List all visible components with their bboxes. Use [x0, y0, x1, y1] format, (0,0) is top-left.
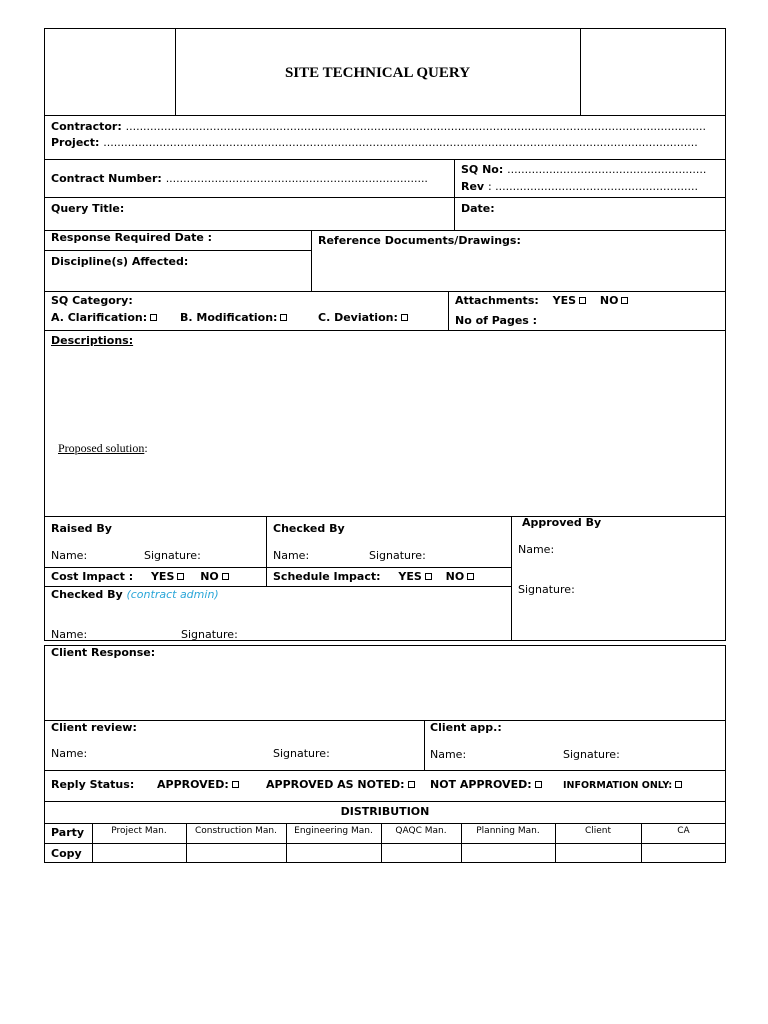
copy-top-line — [44, 843, 726, 844]
contractor-row[interactable]: Contractor: ...................................................................................................................................................................... — [51, 120, 707, 133]
modification-checkbox[interactable] — [280, 314, 287, 321]
clarification-checkbox[interactable] — [150, 314, 157, 321]
category-divider — [448, 291, 449, 331]
party-planning-man: Planning Man. — [476, 826, 540, 836]
date-label[interactable]: Date: — [461, 202, 495, 215]
approved-by-signature[interactable]: Signature: — [518, 583, 575, 596]
query-divider — [454, 197, 455, 231]
reply-information-only-option[interactable]: INFORMATION ONLY: — [563, 779, 682, 792]
query-title-box — [44, 197, 726, 231]
party-client: Client — [584, 826, 612, 836]
response-divider — [311, 230, 312, 292]
reply-not-approved-option[interactable]: NOT APPROVED: — [430, 778, 542, 791]
attachments-no-checkbox[interactable] — [621, 297, 628, 304]
distribution-top-line — [44, 801, 726, 802]
descriptions-box[interactable] — [44, 330, 726, 517]
client-app-signature[interactable]: Signature: — [563, 748, 620, 761]
party-construction-man: Construction Man. — [194, 826, 277, 836]
party-engineering-man: Engineering Man. — [294, 826, 373, 836]
party-ca: CA — [677, 826, 690, 836]
client-review-signature[interactable]: Signature: — [273, 747, 330, 760]
checked-by-contract-admin-label: Checked By (contract admin) — [51, 588, 219, 601]
contract-admin-signature[interactable]: Signature: — [181, 628, 238, 641]
reply-approved-option[interactable]: APPROVED: — [157, 778, 239, 791]
raised-by-name[interactable]: Name: — [51, 549, 88, 562]
cost-impact-row: Cost Impact : YES NO — [51, 570, 229, 583]
deviation-checkbox[interactable] — [401, 314, 408, 321]
page-title: SITE TECHNICAL QUERY — [284, 65, 471, 81]
cost-impact-no-checkbox[interactable] — [222, 573, 229, 580]
reply-approved-as-noted-option[interactable]: APPROVED AS NOTED: — [266, 778, 415, 791]
deviation-option[interactable]: C. Deviation: — [318, 311, 408, 324]
sq-category-label: SQ Category: — [51, 294, 133, 307]
approved-by-label: Approved By — [522, 516, 602, 529]
impact-bottom-line — [44, 586, 511, 587]
contract-admin-name[interactable]: Name: — [51, 628, 88, 641]
reference-docs-label[interactable]: Reference Documents/Drawings: — [318, 234, 521, 247]
distribution-title: DISTRIBUTION — [340, 805, 430, 818]
raised-checked-divider — [266, 516, 267, 587]
modification-option[interactable]: B. Modification: — [180, 311, 287, 324]
sq-no-row[interactable]: SQ No: ......................................................... — [461, 163, 707, 176]
cost-impact-yes-checkbox[interactable] — [177, 573, 184, 580]
attachments-yes-checkbox[interactable] — [579, 297, 586, 304]
reply-status-top-line — [44, 770, 726, 771]
contract-number-row[interactable]: Contract Number: ........................................................................... — [51, 172, 428, 185]
clarification-option[interactable]: A. Clarification: — [51, 311, 157, 324]
attachments-row: Attachments: YES NO — [455, 294, 628, 307]
copy-label: Copy — [51, 847, 82, 860]
raised-by-signature[interactable]: Signature: — [144, 549, 201, 562]
checked-by-label: Checked By — [273, 522, 345, 535]
party-label: Party — [51, 826, 85, 839]
reply-information-only-checkbox[interactable] — [675, 781, 682, 788]
proposed-solution-label: Proposed solution: — [58, 441, 148, 455]
approved-by-name[interactable]: Name: — [518, 543, 555, 556]
reply-status-label: Reply Status: — [51, 778, 135, 791]
schedule-impact-row: Schedule Impact: YES NO — [273, 570, 474, 583]
disciplines-label[interactable]: Discipline(s) Affected: — [51, 255, 189, 268]
client-review-top-line — [44, 720, 726, 721]
rev-row[interactable]: Rev : .......................................................... — [461, 180, 698, 193]
contract-divider — [454, 159, 455, 198]
reply-approved-checkbox[interactable] — [232, 781, 239, 788]
raised-by-label: Raised By — [51, 522, 112, 535]
reply-not-approved-checkbox[interactable] — [535, 781, 542, 788]
impact-top-line — [44, 567, 511, 568]
client-app-name[interactable]: Name: — [430, 748, 467, 761]
schedule-impact-yes-checkbox[interactable] — [425, 573, 432, 580]
query-title-label[interactable]: Query Title: — [51, 202, 125, 215]
party-top-line — [44, 823, 726, 824]
approved-divider — [511, 516, 512, 641]
header-divider-right — [580, 28, 581, 116]
project-row[interactable]: Project: .......................................................................................................................................................................... — [51, 136, 698, 149]
descriptions-label: Descriptions: — [51, 334, 134, 347]
client-review-label: Client review: — [51, 721, 137, 734]
client-review-name[interactable]: Name: — [51, 747, 88, 760]
checked-by-name[interactable]: Name: — [273, 549, 310, 562]
reply-approved-as-noted-checkbox[interactable] — [408, 781, 415, 788]
client-review-divider — [424, 720, 425, 770]
checked-by-signature[interactable]: Signature: — [369, 549, 426, 562]
party-project-man: Project Man. — [111, 826, 167, 836]
client-app-label: Client app.: — [430, 721, 502, 734]
schedule-impact-no-checkbox[interactable] — [467, 573, 474, 580]
client-response-label[interactable]: Client Response: — [51, 646, 156, 659]
response-hline — [44, 250, 311, 251]
response-required-label[interactable]: Response Required Date : — [51, 231, 213, 244]
no-of-pages-label[interactable]: No of Pages : — [455, 314, 538, 327]
party-qaqc-man: QAQC Man. — [395, 826, 447, 836]
